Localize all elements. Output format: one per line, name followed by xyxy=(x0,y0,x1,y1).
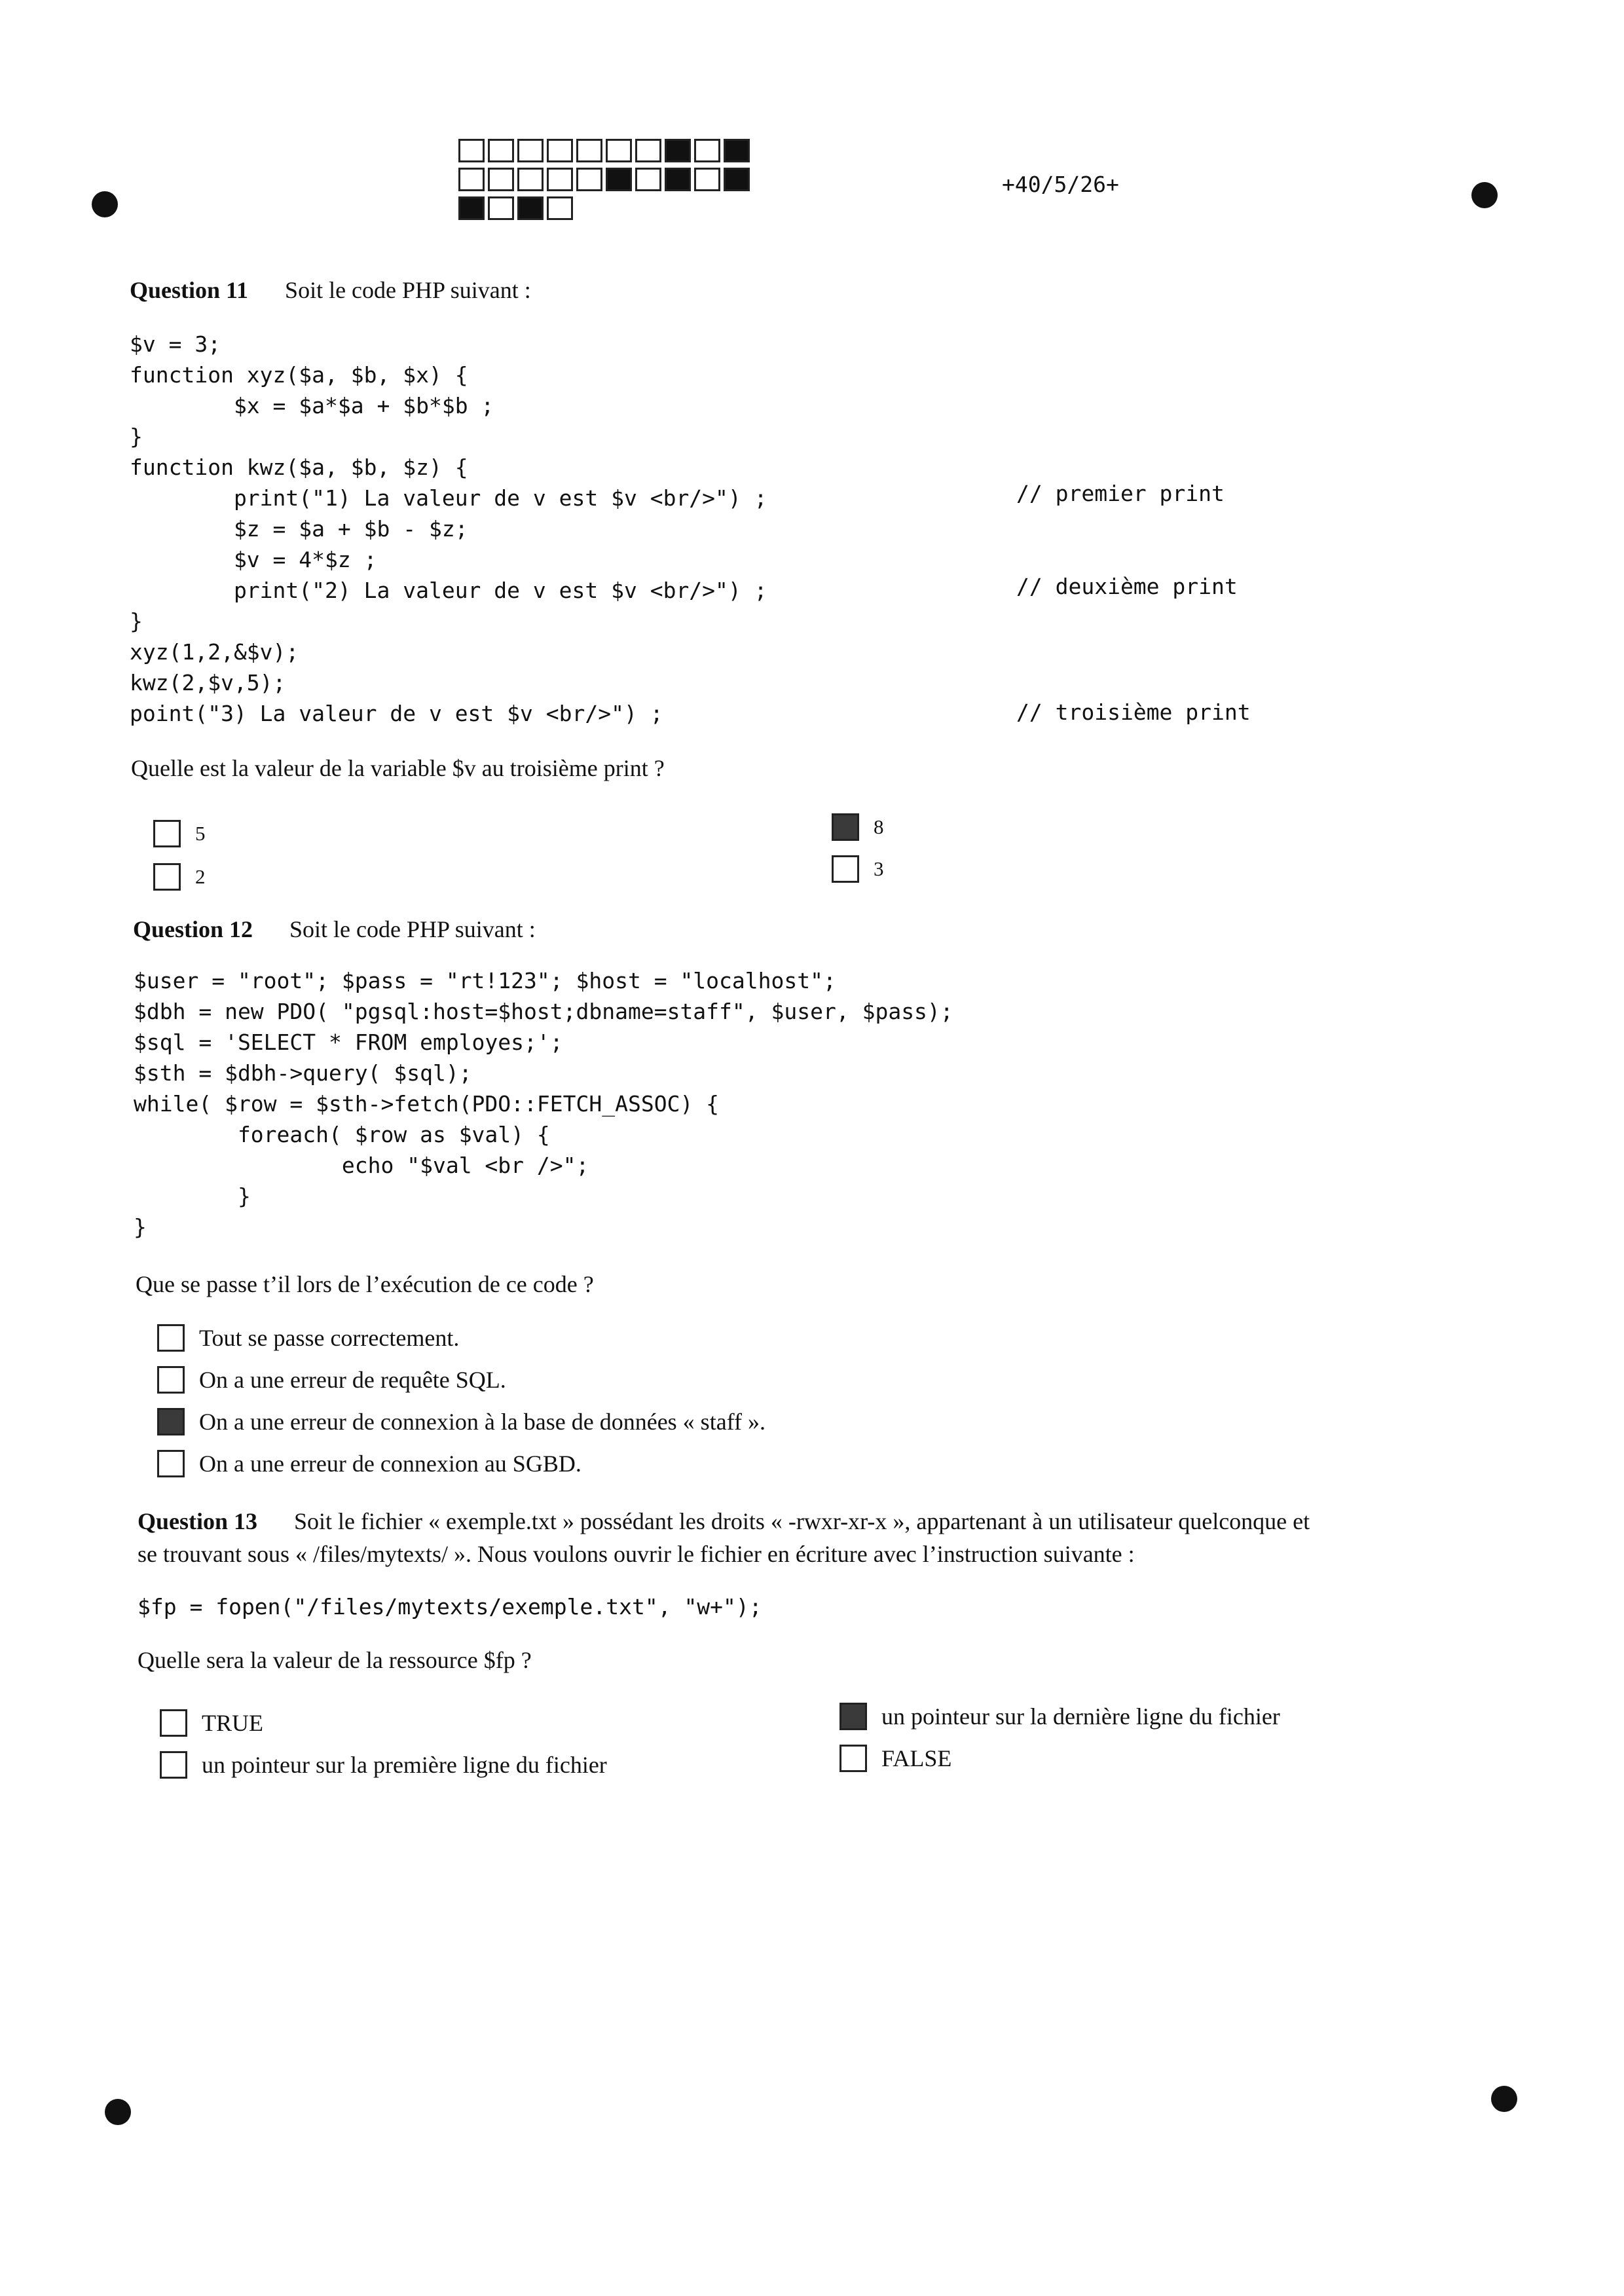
code-box-cell xyxy=(694,139,720,162)
q12-number: Question 12 xyxy=(133,916,253,942)
registration-mark-bottom-right xyxy=(1491,2086,1517,2112)
code-box-cell xyxy=(576,139,602,162)
q12-code-line: $dbh = new PDO( "pgsql:host=$host;dbname=staff", $user, $pass); xyxy=(134,999,953,1024)
q13-prompt: Quelle sera la valeur de la ressource $fp ? xyxy=(138,1647,532,1673)
q13-option[interactable] xyxy=(160,1709,263,1737)
registration-mark-top-left xyxy=(92,191,118,217)
code-box-cell xyxy=(547,139,573,162)
code-box-cell xyxy=(576,168,602,191)
q12-option[interactable] xyxy=(157,1324,459,1352)
q12-option-label: Tout se passe correctement. xyxy=(199,1325,460,1351)
code-box-cell xyxy=(547,168,573,191)
q13-option-label: FALSE xyxy=(881,1745,952,1771)
registration-mark-bottom-left xyxy=(105,2099,131,2125)
q12-option-checkbox[interactable] xyxy=(157,1324,185,1352)
code-box-cell xyxy=(517,196,544,220)
code-box-cell xyxy=(458,196,485,220)
q12-option-checkbox[interactable] xyxy=(157,1450,185,1477)
q11-option-checkbox[interactable] xyxy=(832,813,859,841)
code-box-cell xyxy=(635,139,661,162)
q13-option-label: TRUE xyxy=(202,1710,263,1736)
q11-code-line: $v = 4*$z ; xyxy=(130,547,377,572)
code-box-cell xyxy=(694,168,720,191)
q12-option[interactable] xyxy=(157,1408,766,1435)
q11-code-line: $v = 3; xyxy=(130,331,221,357)
q13-number: Question 13 xyxy=(138,1508,258,1534)
q11-option[interactable] xyxy=(832,855,884,883)
q13-intro-line1: Soit le fichier « exemple.txt » possédant les droits « -rwxr-xr-x », appartenant à un utilisateur quelconque et xyxy=(294,1508,1310,1534)
code-box-cell xyxy=(458,139,485,162)
q11-comment-third: // troisième print xyxy=(1016,699,1251,725)
q11-code-line: } xyxy=(130,424,143,449)
registration-mark-top-right xyxy=(1471,182,1498,208)
q12-code-line: } xyxy=(134,1214,147,1240)
q12-code-line: $user = "root"; $pass = "rt!123"; $host = "localhost"; xyxy=(134,968,836,993)
q13-option[interactable] xyxy=(840,1745,951,1772)
q12-code-line: $sql = 'SELECT * FROM employes;'; xyxy=(134,1029,563,1055)
q12-option-label: On a une erreur de requête SQL. xyxy=(199,1367,506,1393)
q11-option-label: 8 xyxy=(874,815,884,838)
q11-code-line: $x = $a*$a + $b*$b ; xyxy=(130,393,494,418)
q12-option[interactable] xyxy=(157,1366,506,1394)
q13-option-label: un pointeur sur la dernière ligne du fichier xyxy=(881,1703,1280,1730)
q11-code-line: } xyxy=(130,608,143,634)
q12-intro: Soit le code PHP suivant : xyxy=(289,916,536,942)
q13-option-checkbox[interactable] xyxy=(160,1709,187,1737)
q11-heading xyxy=(130,276,531,304)
q11-code-line: function kwz($a, $b, $z) { xyxy=(130,454,468,480)
q12-option-checkbox[interactable] xyxy=(157,1366,185,1394)
code-box-cell xyxy=(724,139,750,162)
q11-option[interactable] xyxy=(153,820,206,847)
q13-option-checkbox[interactable] xyxy=(160,1751,187,1779)
q12-option[interactable] xyxy=(157,1450,581,1477)
q13-option-checkbox[interactable] xyxy=(840,1745,867,1772)
code-box-cell xyxy=(665,168,691,191)
q12-code-line: foreach( $row as $val) { xyxy=(134,1122,550,1147)
q13-option[interactable] xyxy=(160,1751,607,1779)
q11-code xyxy=(130,329,767,729)
q11-intro: Soit le code PHP suivant : xyxy=(285,277,531,303)
q12-heading xyxy=(133,916,536,943)
q11-option-checkbox[interactable] xyxy=(832,855,859,883)
q11-option-label: 2 xyxy=(195,865,206,888)
q11-option-label: 3 xyxy=(874,857,884,880)
q11-option-label: 5 xyxy=(195,822,206,845)
q11-code-line: $z = $a + $b - $z; xyxy=(130,516,468,542)
q12-option-label: On a une erreur de connexion au SGBD. xyxy=(199,1451,581,1477)
code-box-cell xyxy=(488,196,514,220)
q13-intro-line2: se trouvant sous « /files/mytexts/ ». Nous voulons ouvrir le fichier en écriture avec l’instruction suivante : xyxy=(138,1541,1135,1567)
q13-code: $fp = fopen("/files/mytexts/exemple.txt", "w+"); xyxy=(138,1594,762,1620)
code-box-cell xyxy=(488,139,514,162)
q11-option-checkbox[interactable] xyxy=(153,820,181,847)
code-box-cell xyxy=(517,168,544,191)
q13-option-label: un pointeur sur la première ligne du fichier xyxy=(202,1752,607,1778)
q13-option-checkbox[interactable] xyxy=(840,1703,867,1730)
q11-code-line: function xyz($a, $b, $x) { xyxy=(130,362,468,388)
q11-option[interactable] xyxy=(832,813,884,841)
code-box-cell xyxy=(458,168,485,191)
q13-option[interactable] xyxy=(840,1703,1280,1730)
code-box-cell xyxy=(606,139,632,162)
code-box-cell xyxy=(724,168,750,191)
code-box-cell xyxy=(635,168,661,191)
q11-number: Question 11 xyxy=(130,277,249,303)
q11-option-checkbox[interactable] xyxy=(153,863,181,891)
q11-code-line: kwz(2,$v,5); xyxy=(130,670,286,695)
q12-code-line: $sth = $dbh->query( $sql); xyxy=(134,1060,472,1086)
q13-intro-line xyxy=(138,1505,1539,1538)
q12-code-line: echo "$val <br />"; xyxy=(134,1153,589,1178)
code-box-cell xyxy=(547,196,573,220)
q11-option[interactable] xyxy=(153,863,206,891)
q12-code-line: while( $row = $sth->fetch(PDO::FETCH_ASSOC) { xyxy=(134,1091,720,1117)
q11-comment-first: // premier print xyxy=(1016,481,1225,506)
q11-comment-second: // deuxième print xyxy=(1016,574,1238,599)
page-id: +40/5/26+ xyxy=(1002,172,1119,197)
q11-code-line: xyz(1,2,&$v); xyxy=(130,639,299,665)
q12-code xyxy=(134,965,953,1242)
q11-prompt: Quelle est la valeur de la variable $v au troisième print ? xyxy=(131,755,665,781)
q11-code-line: print("1) La valeur de v est $v <br/>") ; xyxy=(130,485,767,511)
code-box-cell xyxy=(606,168,632,191)
q13-intro-block xyxy=(138,1505,1539,1570)
q12-code-line: } xyxy=(134,1183,251,1209)
code-box-cell xyxy=(488,168,514,191)
page-code-boxes xyxy=(458,139,753,225)
code-box-cell xyxy=(665,139,691,162)
q11-code-line: point("3) La valeur de v est $v <br/>") ; xyxy=(130,701,663,726)
q11-code-line: print("2) La valeur de v est $v <br/>") ; xyxy=(130,578,767,603)
code-box-cell xyxy=(517,139,544,162)
q12-option-checkbox[interactable] xyxy=(157,1408,185,1435)
q12-option-label: On a une erreur de connexion à la base de données « staff ». xyxy=(199,1409,766,1435)
q12-prompt: Que se passe t’il lors de l’exécution de ce code ? xyxy=(136,1271,594,1297)
